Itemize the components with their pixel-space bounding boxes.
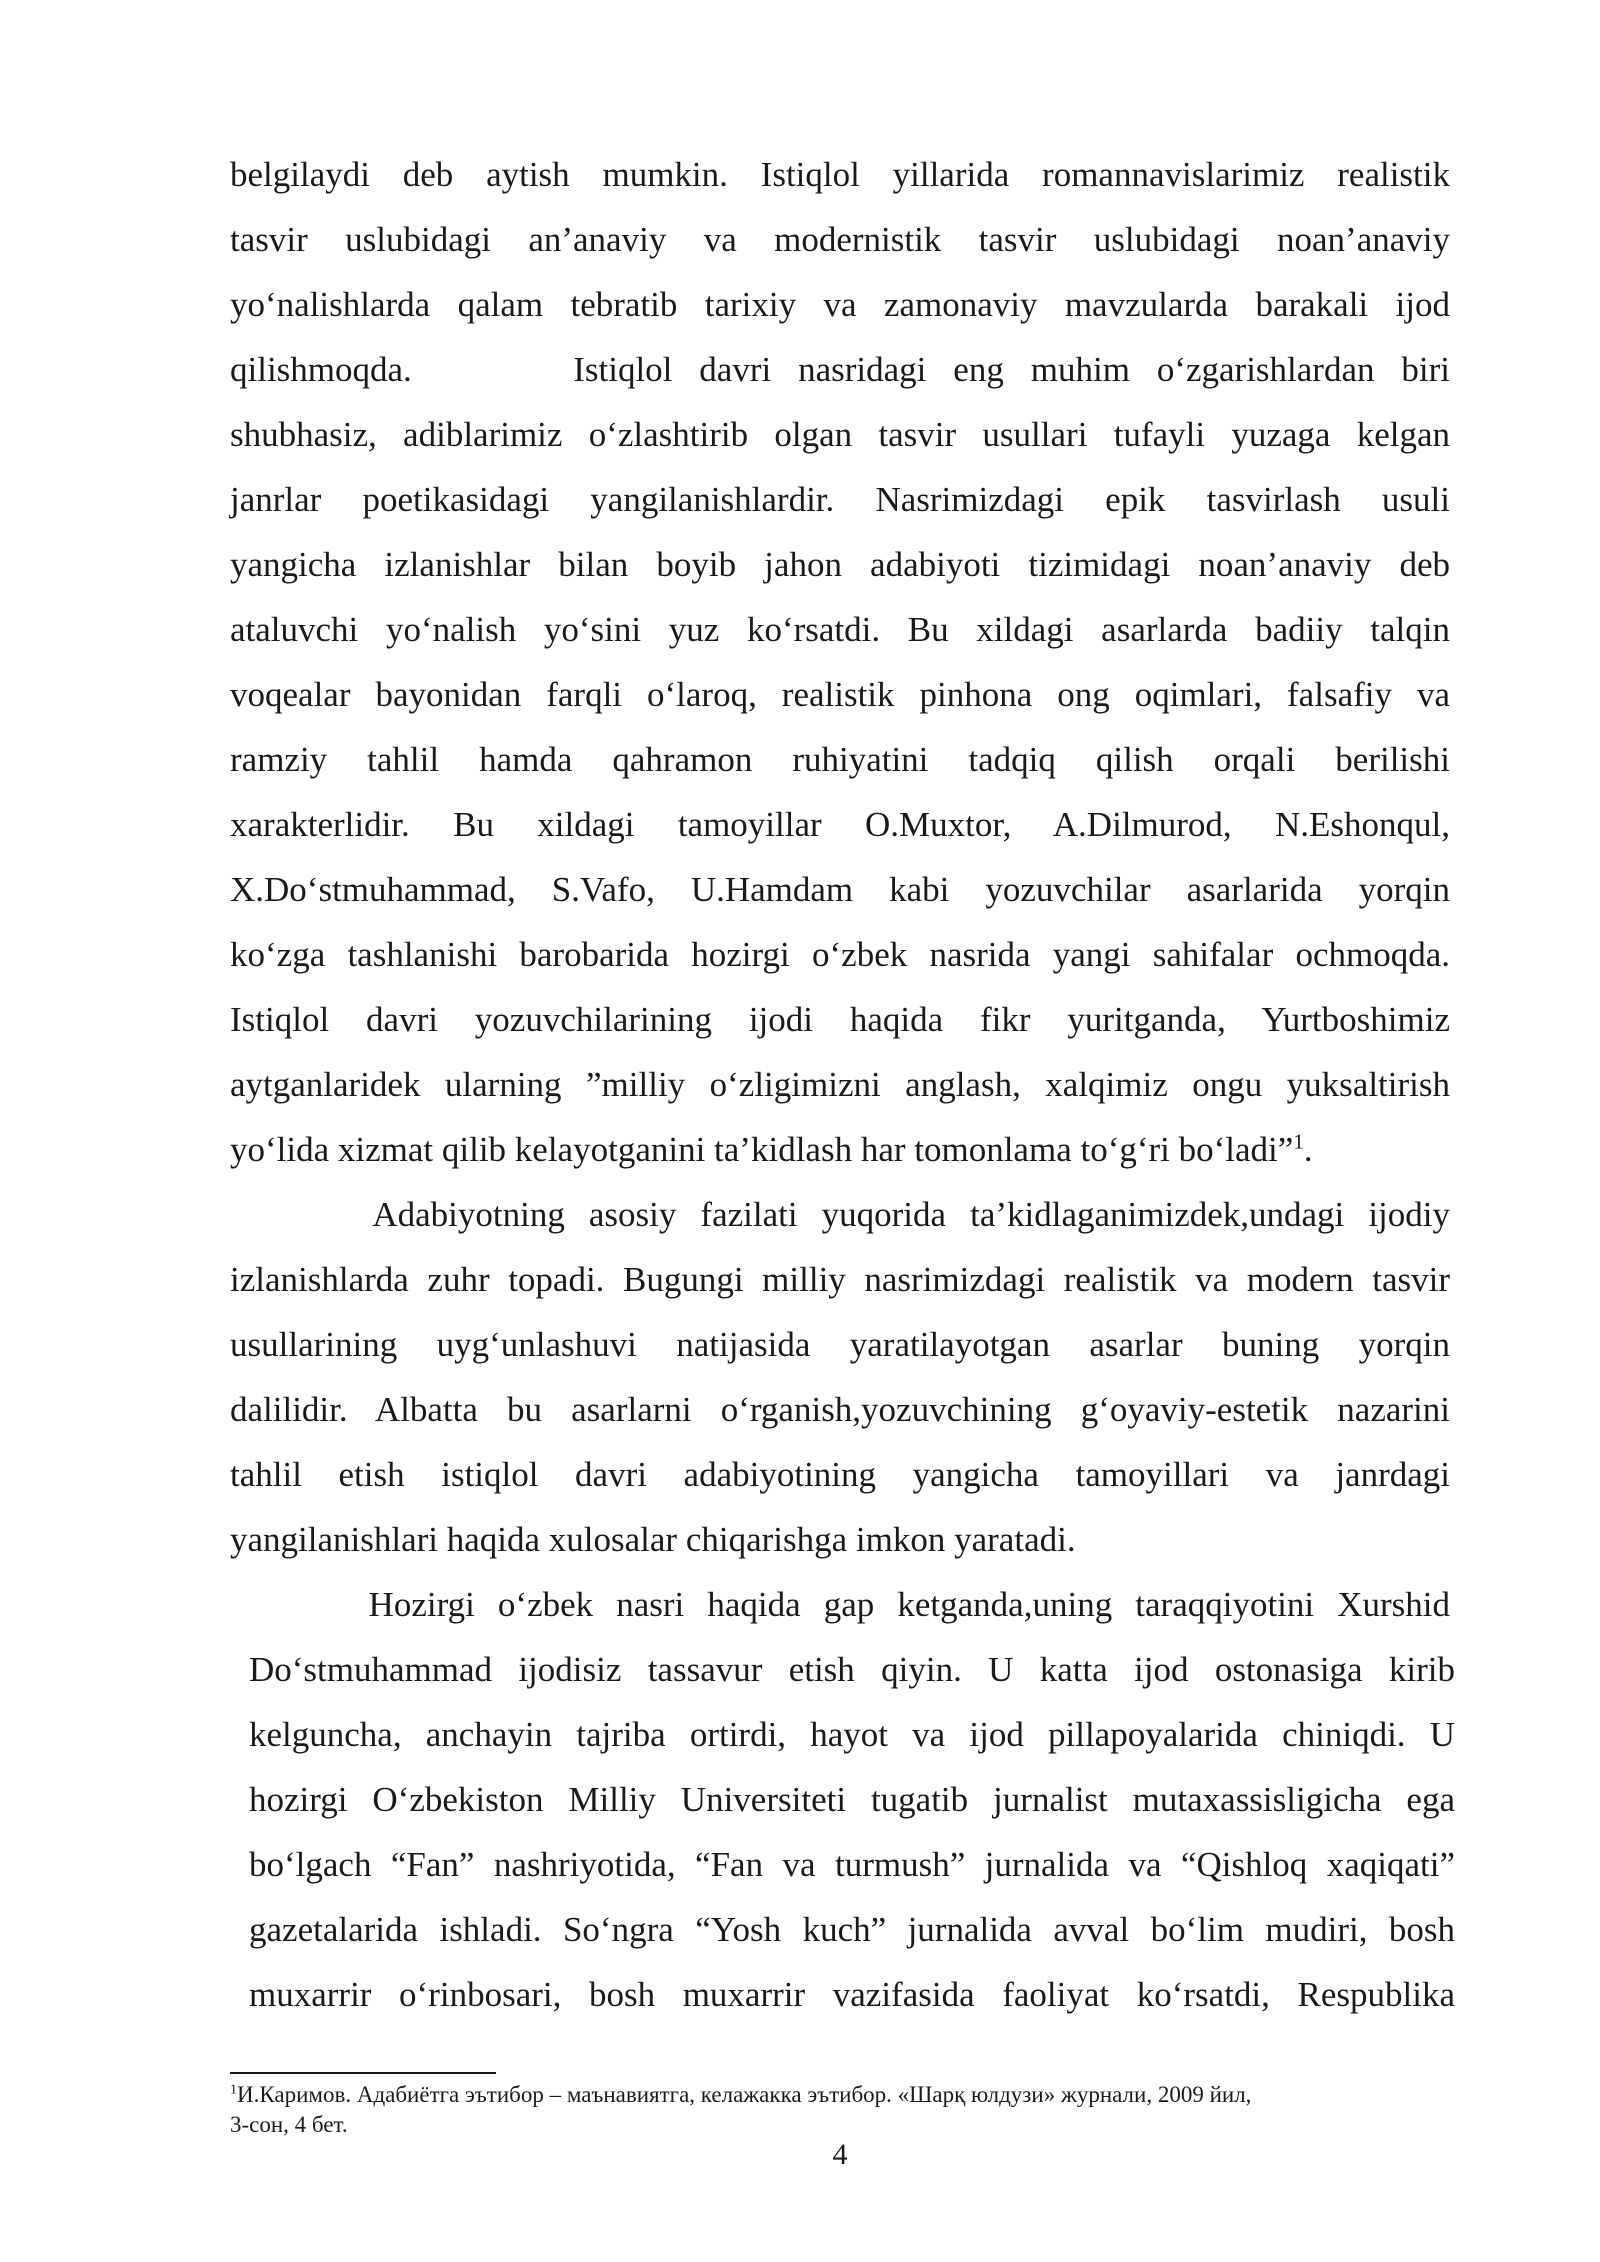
text-line: kelguncha, anchayin tajriba ortirdi, hayot va ijod pillapoyalarida chiniqdi. U <box>249 1715 1455 1754</box>
text-line: X.Do‘stmuhammad, S.Vafo, U.Hamdam kabi yozuvchilar asarlarida yorqin <box>230 870 1450 909</box>
paragraph-start-line: Adabiyotning asosiy fazilati yuqorida ta’kidlaganimizdek,undagi ijodiy <box>230 1195 1450 1234</box>
text-line: yangicha izlanishlar bilan boyib jahon adabiyoti tizimidagi noan’anaviy deb <box>230 545 1450 584</box>
paragraph-start-line: Hozirgi o‘zbek nasri haqida gap ketganda,uning taraqqiyotini Xurshid <box>230 1585 1450 1624</box>
text-line: janrlar poetikasidagi yangilanishlardir. Nasrimizdagi epik tasvirlash usuli <box>230 480 1450 519</box>
footnote-mark: 1 <box>230 2082 237 2098</box>
footnote <box>230 2080 1450 2140</box>
text-line: dalilidir. Albatta bu asarlarni o‘rganish,yozuvchining g‘oyaviy-estetik nazarini <box>230 1390 1450 1429</box>
footnote-separator <box>230 2072 496 2074</box>
page-number: 4 <box>832 2138 848 2171</box>
text-line: gazetalarida ishladi. So‘ngra “Yosh kuch” jurnalida avval bo‘lim mudiri, bosh <box>249 1910 1455 1949</box>
text-line: voqealar bayonidan farqli o‘laroq, realistik pinhona ong oqimlari, falsafiy va <box>230 675 1450 714</box>
footnote-line: 3-сон, 4 бет. <box>230 2112 348 2137</box>
text-line: shubhasiz, adiblarimiz o‘zlashtirib olgan tasvir usullari tufayli yuzaga kelgan <box>230 415 1450 454</box>
text-line: xarakterlidir. Bu xildagi tamoyillar O.Muxtor, A.Dilmurod, N.Eshonqul, <box>230 805 1450 844</box>
text-line-with-footnote-ref <box>230 1117 1313 1182</box>
footnote-line <box>230 2080 1450 2110</box>
text-line: tasvir uslubidagi an’anaviy va modernistik tasvir uslubidagi noan’anaviy <box>230 220 1450 259</box>
footnote-text: И.Каримов. Адабиётга эътибор – маънавиятга, келажакка эътибор. «Шарқ юлдузи» журнали, 2009 йил, <box>237 2082 1252 2107</box>
text-line: yo‘nalishlarda qalam tebratib tarixiy va zamonaviy mavzularda barakali ijod <box>230 285 1450 324</box>
text-line: usullarining uyg‘unlashuvi natijasida yaratilayotgan asarlar buning yorqin <box>230 1325 1450 1364</box>
text-line: bo‘lgach “Fan” nashriyotida, “Fan va turmush” jurnalida va “Qishloq xaqiqati” <box>249 1845 1455 1884</box>
text-line: yangilanishlari haqida xulosalar chiqarishga imkon yaratadi. <box>230 1520 1076 1559</box>
text-line: hozirgi O‘zbekiston Milliy Universiteti tugatib jurnalist mutaxassisligicha ega <box>249 1780 1455 1819</box>
text-line: qilishmoqda. Istiqlol davri nasridagi eng muhim o‘zgarishlardan biri <box>230 350 1450 389</box>
text-line: Istiqlol davri yozuvchilarining ijodi haqida fikr yuritganda, Yurtboshimiz <box>230 1000 1450 1039</box>
text-line: ramziy tahlil hamda qahramon ruhiyatini tadqiq qilish orqali berilishi <box>230 740 1450 779</box>
text-line: ko‘zga tashlanishi barobarida hozirgi o‘zbek nasrida yangi sahifalar ochmoqda. <box>230 935 1450 974</box>
text-line: aytganlaridek ularning ”milliy o‘zligimizni anglash, xalqimiz ongu yuksaltirish <box>230 1065 1450 1104</box>
text-line: ataluvchi yo‘nalish yo‘sini yuz ko‘rsatdi. Bu xildagi asarlarda badiiy talqin <box>230 610 1450 649</box>
text-line: belgilaydi deb aytish mumkin. Istiqlol yillarida romannavislarimiz realistik <box>230 155 1450 194</box>
text-line-content: yo‘lida xizmat qilib kelayotganini ta’kidlash har tomonlama to‘g‘ri bo‘ladi” <box>230 1130 1294 1169</box>
text-line: muxarrir o‘rinbosari, bosh muxarrir vazifasida faoliyat ko‘rsatdi, Respublika <box>249 1975 1455 2014</box>
text-line: Do‘stmuhammad ijodisiz tassavur etish qiyin. U katta ijod ostonasiga kirib <box>249 1650 1455 1689</box>
line-end-punctuation: . <box>1303 1130 1313 1169</box>
footnote-reference[interactable]: 1 <box>1293 1129 1304 1154</box>
text-line: tahlil etish istiqlol davri adabiyotining yangicha tamoyillari va janrdagi <box>230 1455 1450 1494</box>
text-line: izlanishlarda zuhr topadi. Bugungi milliy nasrimizdagi realistik va modern tasvir <box>230 1260 1450 1299</box>
